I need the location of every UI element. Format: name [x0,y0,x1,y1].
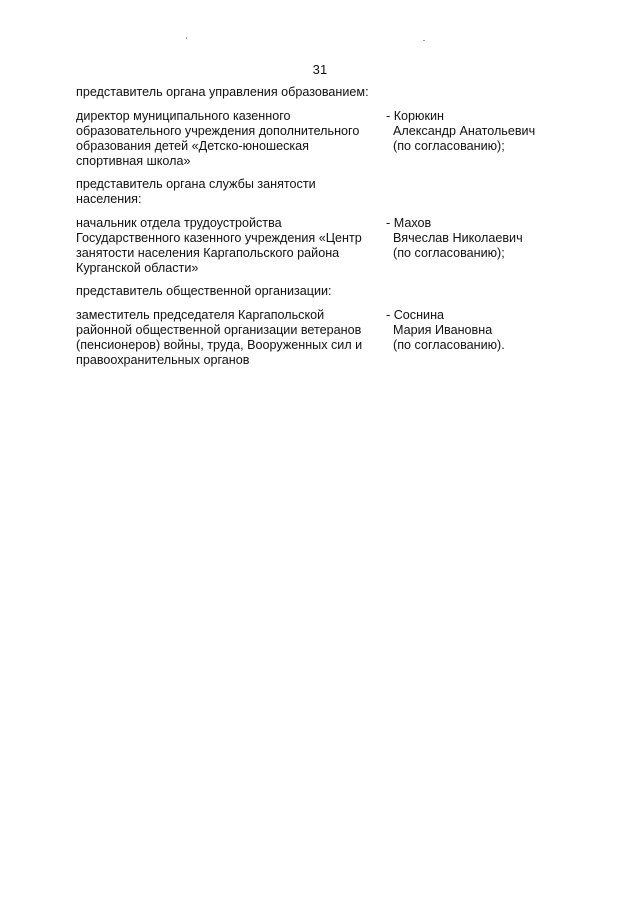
member-entry-education [76,109,556,169]
member-position: начальник отдела трудоустройства Государственного казенного учреждения «Центр занятости населения Каргапольского района Курганской области» [76,216,362,275]
document-body [76,85,556,368]
member-note: (по согласованию); [393,139,505,153]
section-heading-employment: представитель органа службы занятости населения: [76,177,316,206]
member-name: - Соснина Мария Ивановна [386,308,493,337]
member-position: директор муниципального казенного образовательного учреждения дополнительного образования детей «Детско-юношеская спортивная школа» [76,109,360,168]
member-entry-employment [76,216,556,276]
member-note: (по согласованию). [393,338,505,352]
scan-speck [423,40,425,41]
member-position: заместитель председателя Каргапольской районной общественной организации ветеранов (пенсионеров) войны, труда, Вооруженных сил и правоохранительных органов [76,308,363,367]
member-entry-public-organization [76,308,556,368]
member-name: - Корюкин Александр Анатольевич [386,109,536,138]
section-heading-education: представитель органа управления образованием: [76,85,369,99]
member-note: (по согласованию); [393,246,505,260]
page-number: 31 [312,62,328,77]
member-person [386,308,556,353]
member-person [386,109,556,154]
section-heading-public-organization: представитель общественной организации: [76,284,332,298]
member-name: - Махов Вячеслав Николаевич [386,216,523,245]
scan-speck [186,37,187,39]
member-person [386,216,556,261]
